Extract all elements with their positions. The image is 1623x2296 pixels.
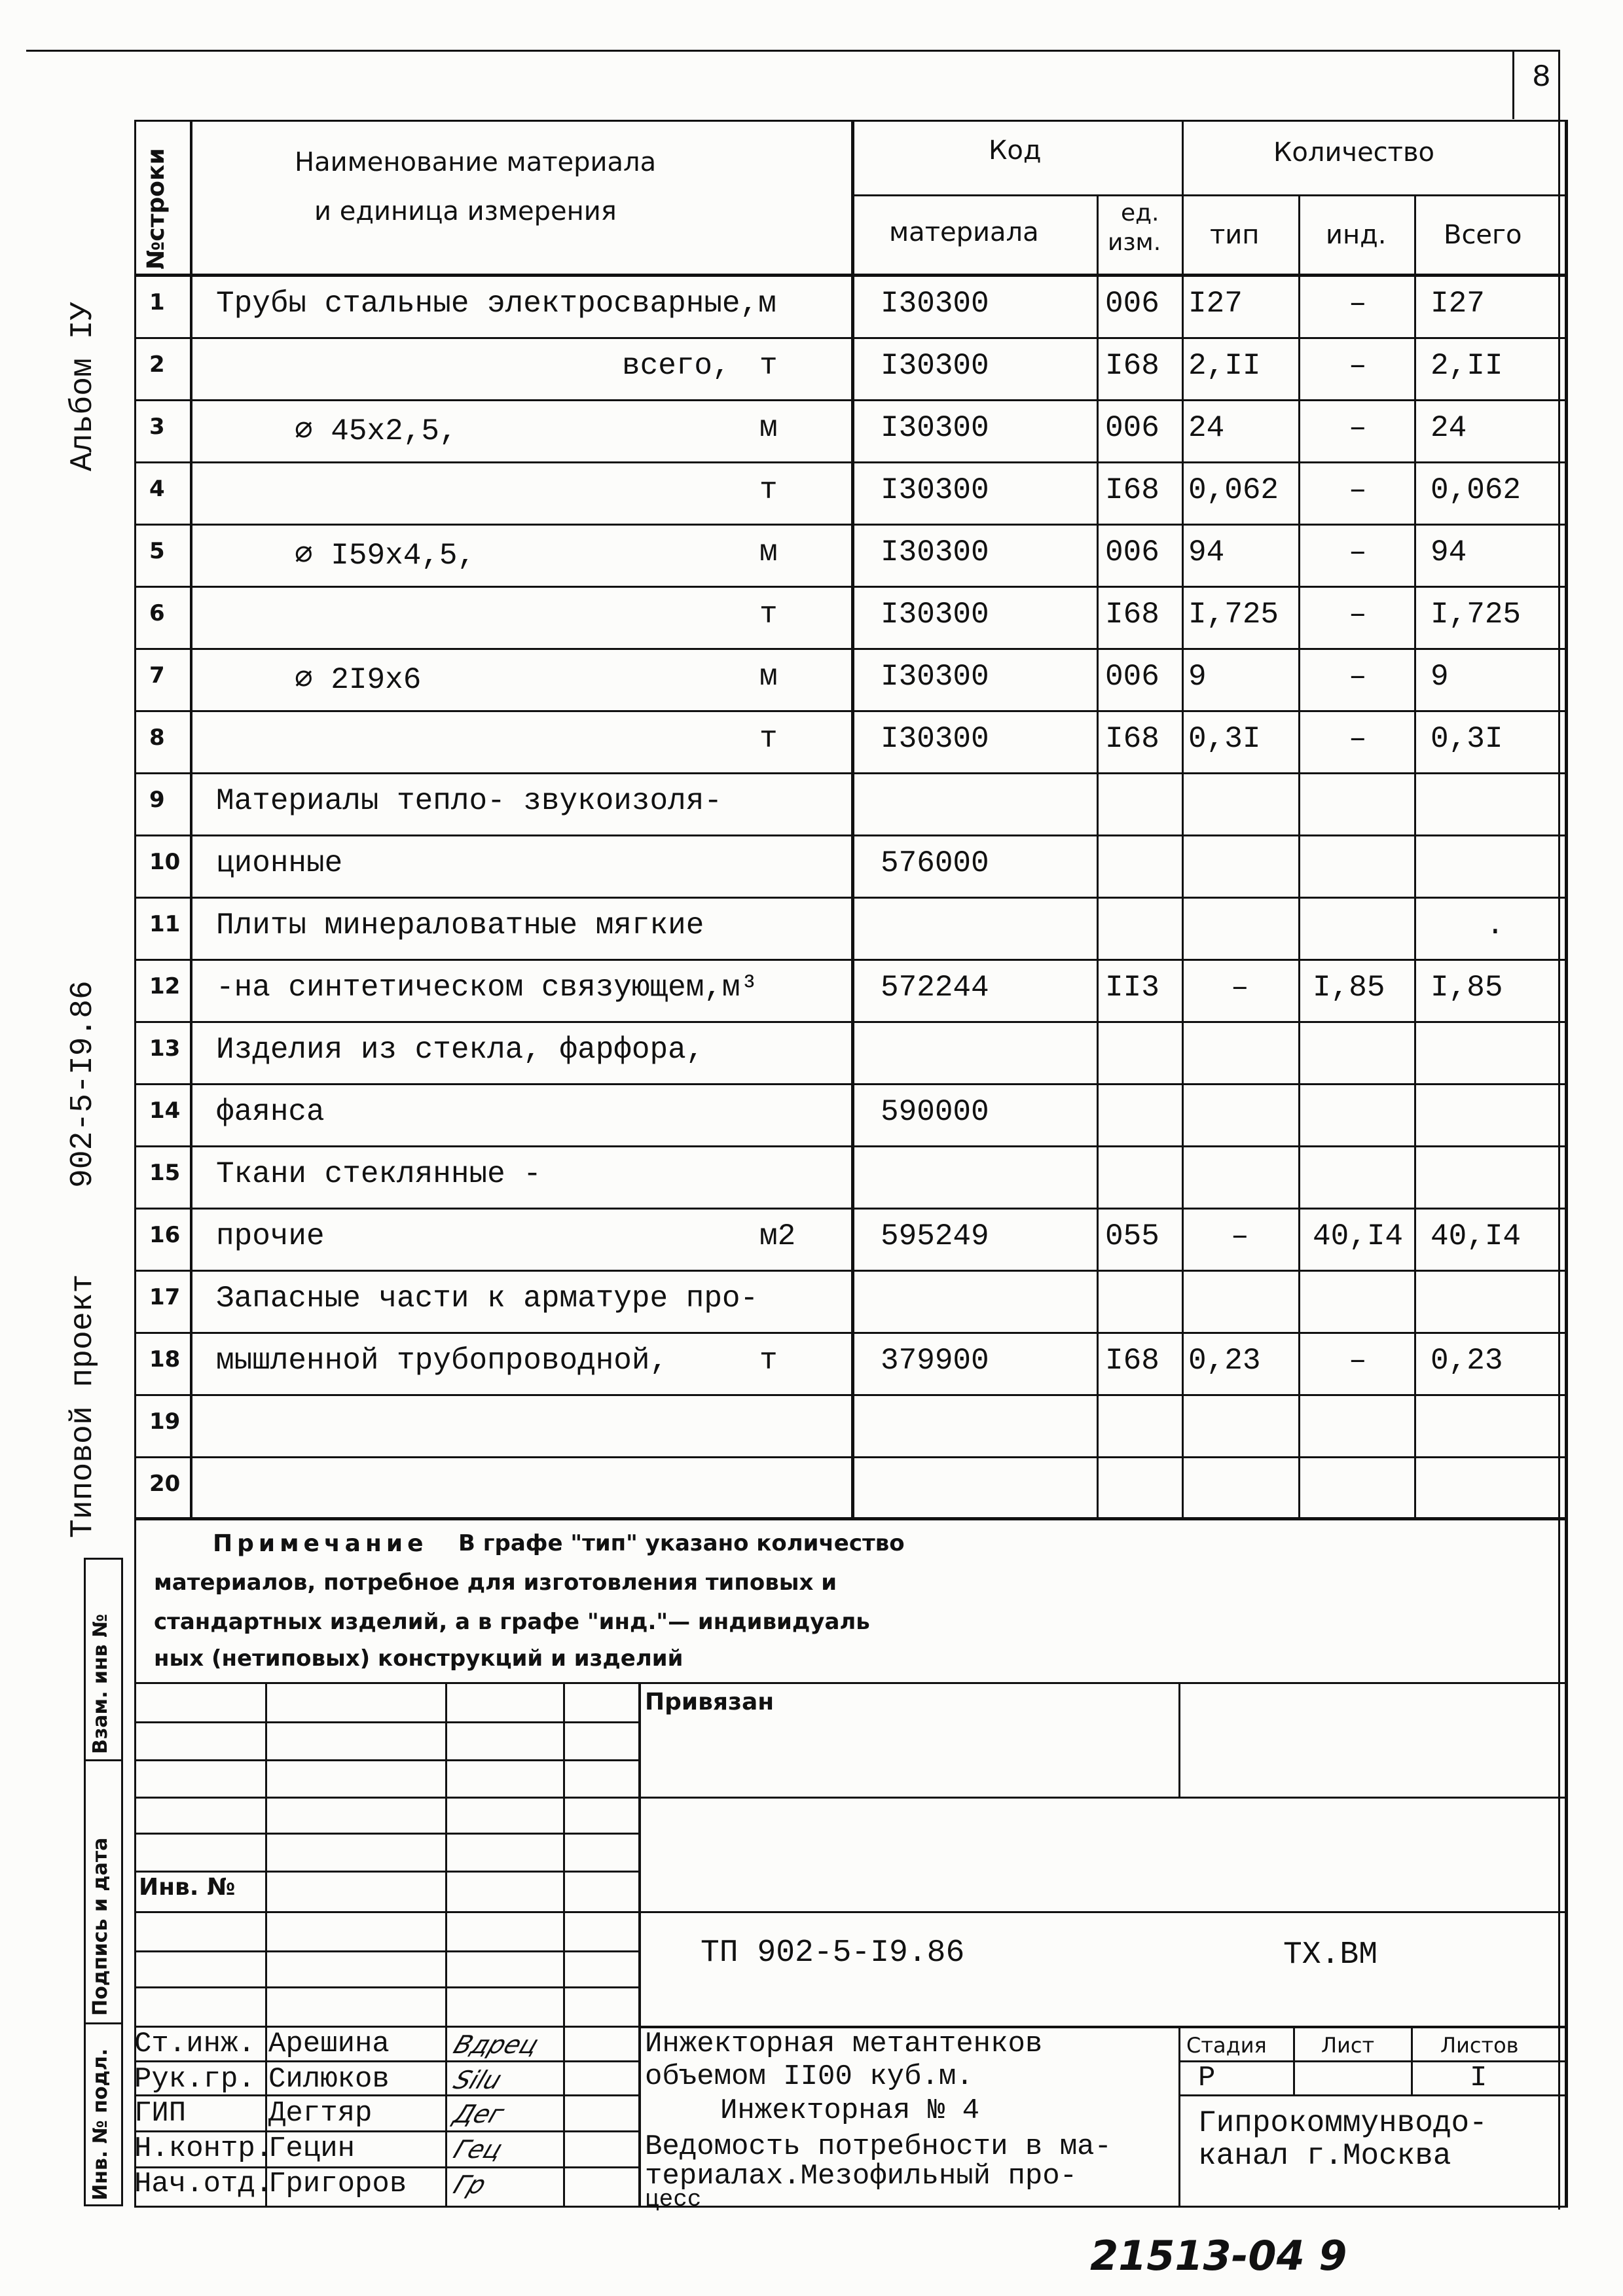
sheet-label: Лист bbox=[1321, 2033, 1375, 2058]
row-n: 11 bbox=[149, 911, 181, 937]
title-line: Инжекторная № 4 bbox=[720, 2094, 980, 2127]
staff-signature: Вдрец bbox=[449, 2030, 543, 2059]
row-n: 16 bbox=[149, 1222, 181, 1248]
header-unit-line2: изм. bbox=[1108, 229, 1161, 256]
header-total: Всего bbox=[1444, 220, 1522, 250]
row-unit: I68 bbox=[1105, 722, 1159, 756]
row-ind: – bbox=[1349, 722, 1367, 756]
title-line: териалах.Мезофильный про- bbox=[645, 2160, 1078, 2193]
row-n: 20 bbox=[149, 1471, 181, 1497]
row-typ: – bbox=[1231, 971, 1249, 1005]
row-unit-mark: т bbox=[759, 349, 778, 383]
row-ind: – bbox=[1349, 598, 1367, 632]
row-total: 0,23 bbox=[1431, 1344, 1503, 1378]
row-typ: I,725 bbox=[1188, 598, 1279, 632]
row-typ: 0,23 bbox=[1188, 1344, 1261, 1378]
row-code: 572244 bbox=[881, 971, 989, 1005]
sheets-value: I bbox=[1470, 2062, 1487, 2094]
handwritten-number: 21513-04 9 bbox=[1090, 2232, 1347, 2280]
margin-podpis: Подпись и дата bbox=[89, 1837, 112, 2016]
right-rule bbox=[1558, 50, 1560, 2210]
row-code: 576000 bbox=[881, 846, 989, 880]
side-label-album: Альбом IУ bbox=[65, 301, 101, 471]
row-n: 5 bbox=[149, 538, 165, 564]
page-number-box-left bbox=[1512, 50, 1514, 119]
row-unit-mark: м bbox=[759, 660, 778, 694]
row-code: I30300 bbox=[881, 535, 989, 569]
margin-inv-podl: Инв. № подл. bbox=[89, 2048, 112, 2200]
row-name: ∅ 2I9х6 bbox=[295, 663, 422, 697]
row-n: 3 bbox=[149, 414, 165, 440]
stage-label: Стадия bbox=[1186, 2033, 1267, 2058]
row-unit: 006 bbox=[1105, 287, 1159, 321]
row-code: I30300 bbox=[881, 598, 989, 632]
row-n: 8 bbox=[149, 725, 165, 751]
row-typ: 24 bbox=[1188, 411, 1225, 445]
row-n: 18 bbox=[149, 1346, 181, 1372]
row-name: прочие bbox=[216, 1219, 325, 1253]
side-label-project-code: 902-5-I9.86 bbox=[65, 980, 101, 1188]
row-unit: I68 bbox=[1105, 473, 1159, 507]
row-typ: 94 bbox=[1188, 535, 1225, 569]
staff-role: Нач.отд. bbox=[134, 2168, 273, 2200]
row-total: 94 bbox=[1431, 535, 1467, 569]
row-n: 6 bbox=[149, 600, 165, 626]
doc-code: ТП 902-5-I9.86 bbox=[701, 1935, 965, 1971]
row-ind: – bbox=[1349, 287, 1367, 321]
header-ind: инд. bbox=[1326, 220, 1387, 250]
staff-signature: Silu bbox=[449, 2066, 506, 2094]
row-ind: 40,I4 bbox=[1313, 1219, 1404, 1253]
row-name: Изделия из стекла, фарфора, bbox=[216, 1033, 704, 1067]
row-name: всего, bbox=[622, 349, 731, 383]
privyazan-label: Привязан bbox=[645, 1689, 775, 1715]
page-number: 8 bbox=[1532, 60, 1551, 96]
row-unit-mark: т bbox=[759, 598, 778, 632]
row-unit: I68 bbox=[1105, 1344, 1159, 1378]
title-line: Ведомость потребности в ма- bbox=[645, 2130, 1112, 2163]
row-typ: 2,II bbox=[1188, 349, 1261, 383]
header-material: материала bbox=[889, 217, 1039, 247]
row-code: 590000 bbox=[881, 1095, 989, 1129]
side-label-project-type: Типовой проект bbox=[65, 1274, 101, 1538]
row-unit-mark: м bbox=[759, 411, 778, 445]
row-total: 24 bbox=[1431, 411, 1467, 445]
row-typ: – bbox=[1231, 1219, 1249, 1253]
row-n: 1 bbox=[149, 289, 165, 315]
staff-role: Ст.инж. bbox=[134, 2028, 255, 2060]
row-name: -на синтетическом связующем,м³ bbox=[216, 971, 759, 1005]
stage-value: Р bbox=[1198, 2062, 1216, 2094]
org-line1: Гипрокоммунводо- bbox=[1198, 2106, 1487, 2140]
row-name: фаянса bbox=[216, 1095, 325, 1129]
row-total: 9 bbox=[1431, 660, 1449, 694]
header-name-line1: Наименование материала bbox=[295, 147, 657, 177]
note-line4: ных (нетиповых) конструкций и изделий bbox=[154, 1645, 684, 1672]
sheets-label: Листов bbox=[1440, 2033, 1519, 2058]
note-label: Примечание bbox=[213, 1530, 428, 1557]
staff-name: Дегтяр bbox=[268, 2097, 373, 2130]
row-ind: – bbox=[1349, 411, 1367, 445]
title-line: Инжекторная метантенков bbox=[645, 2028, 1043, 2060]
row-unit-mark: т bbox=[759, 722, 778, 756]
staff-name: Григоров bbox=[268, 2168, 407, 2200]
row-total: 2,II bbox=[1431, 349, 1503, 383]
row-n: 14 bbox=[149, 1098, 181, 1124]
row-ind: – bbox=[1349, 349, 1367, 383]
row-unit: 055 bbox=[1105, 1219, 1159, 1253]
staff-signature: Дег bbox=[449, 2100, 509, 2128]
row-unit-mark: т bbox=[759, 1344, 778, 1378]
row-name: мышленной трубопроводной, bbox=[216, 1344, 668, 1378]
row-ind: – bbox=[1349, 1344, 1367, 1378]
doc-mark: ТХ.ВМ bbox=[1283, 1937, 1378, 1973]
row-unit: I68 bbox=[1105, 349, 1159, 383]
row-n: 13 bbox=[149, 1035, 181, 1062]
note-line2: материалов, потребное для изготовления типовых и bbox=[154, 1570, 837, 1596]
row-ind: I,85 bbox=[1313, 971, 1385, 1005]
staff-role: ГИП bbox=[134, 2097, 187, 2130]
row-name: Запасные части к арматуре про- bbox=[216, 1282, 759, 1316]
row-typ: 0,062 bbox=[1188, 473, 1279, 507]
row-code: I30300 bbox=[881, 473, 989, 507]
header-row-no: №строки bbox=[143, 148, 170, 270]
row-total: I,85 bbox=[1431, 971, 1503, 1005]
row-unit-mark: т bbox=[759, 473, 778, 507]
row-n: 4 bbox=[149, 476, 165, 502]
row-code: I30300 bbox=[881, 660, 989, 694]
row-code: 595249 bbox=[881, 1219, 989, 1253]
row-n: 17 bbox=[149, 1284, 181, 1310]
top-rule bbox=[26, 50, 1558, 52]
row-unit: 006 bbox=[1105, 411, 1159, 445]
staff-name: Силюков bbox=[268, 2063, 390, 2096]
row-typ: 9 bbox=[1188, 660, 1207, 694]
row-n: 19 bbox=[149, 1408, 181, 1435]
row-unit: II3 bbox=[1105, 971, 1159, 1005]
staff-signature: Гец bbox=[449, 2135, 507, 2164]
header-typ: тип bbox=[1210, 220, 1260, 250]
row-ind: – bbox=[1349, 660, 1367, 694]
row-n: 7 bbox=[149, 662, 165, 689]
row-ind: – bbox=[1349, 535, 1367, 569]
title-line: цесс bbox=[645, 2186, 702, 2213]
row-n: 15 bbox=[149, 1160, 181, 1186]
header-quantity: Количество bbox=[1273, 137, 1435, 168]
inv-no-label: Инв. № bbox=[139, 1874, 236, 1901]
row-code: I30300 bbox=[881, 411, 989, 445]
row-total: I,725 bbox=[1431, 598, 1522, 632]
staff-signature: Гр bbox=[449, 2170, 490, 2199]
header-code: Код bbox=[989, 135, 1042, 166]
row-n: 12 bbox=[149, 973, 181, 999]
row-unit: 006 bbox=[1105, 535, 1159, 569]
row-n: 2 bbox=[149, 351, 165, 378]
staff-name: Гецин bbox=[268, 2132, 356, 2165]
note-line1: В графе "тип" указано количество bbox=[458, 1530, 905, 1556]
header-unit-line1: ед. bbox=[1121, 200, 1159, 226]
row-code: 379900 bbox=[881, 1344, 989, 1378]
row-total: 0,062 bbox=[1431, 473, 1522, 507]
row-unit: I68 bbox=[1105, 598, 1159, 632]
row-unit-mark: м bbox=[759, 535, 778, 569]
row-unit: 006 bbox=[1105, 660, 1159, 694]
staff-role: Н.контр. bbox=[134, 2132, 273, 2165]
row-name: Трубы стальные электросварные,м bbox=[216, 287, 776, 321]
staff-role: Рук.гр. bbox=[134, 2063, 255, 2096]
header-name-line2: и единица измерения bbox=[314, 196, 617, 226]
row-name: ционные bbox=[216, 846, 343, 880]
row-code: I30300 bbox=[881, 287, 989, 321]
row-total: . bbox=[1486, 908, 1504, 942]
row-total: I27 bbox=[1431, 287, 1485, 321]
row-n: 9 bbox=[149, 787, 165, 813]
note-line3: стандартных изделий, а в графе "инд."— индивидуаль bbox=[154, 1609, 870, 1635]
row-total: 40,I4 bbox=[1431, 1219, 1522, 1253]
row-name: Плиты минераловатные мягкие bbox=[216, 908, 704, 942]
row-typ: 0,3I bbox=[1188, 722, 1261, 756]
row-name: ∅ I59х4,5, bbox=[295, 539, 476, 573]
row-code: I30300 bbox=[881, 722, 989, 756]
row-code: I30300 bbox=[881, 349, 989, 383]
title-line: объемом II00 куб.м. bbox=[645, 2060, 974, 2093]
org-line2: канал г.Москва bbox=[1198, 2139, 1451, 2173]
row-name: ∅ 45х2,5, bbox=[295, 414, 458, 448]
margin-vzam: Взам. инв № bbox=[89, 1613, 112, 1754]
row-name: Ткани стеклянные - bbox=[216, 1157, 541, 1191]
staff-name: Арешина bbox=[268, 2028, 390, 2060]
row-n: 10 bbox=[149, 849, 181, 875]
row-ind: – bbox=[1349, 473, 1367, 507]
row-name: Материалы тепло- звукоизоля- bbox=[216, 784, 722, 818]
row-unit-mark: м2 bbox=[759, 1219, 796, 1253]
row-typ: I27 bbox=[1188, 287, 1243, 321]
row-total: 0,3I bbox=[1431, 722, 1503, 756]
